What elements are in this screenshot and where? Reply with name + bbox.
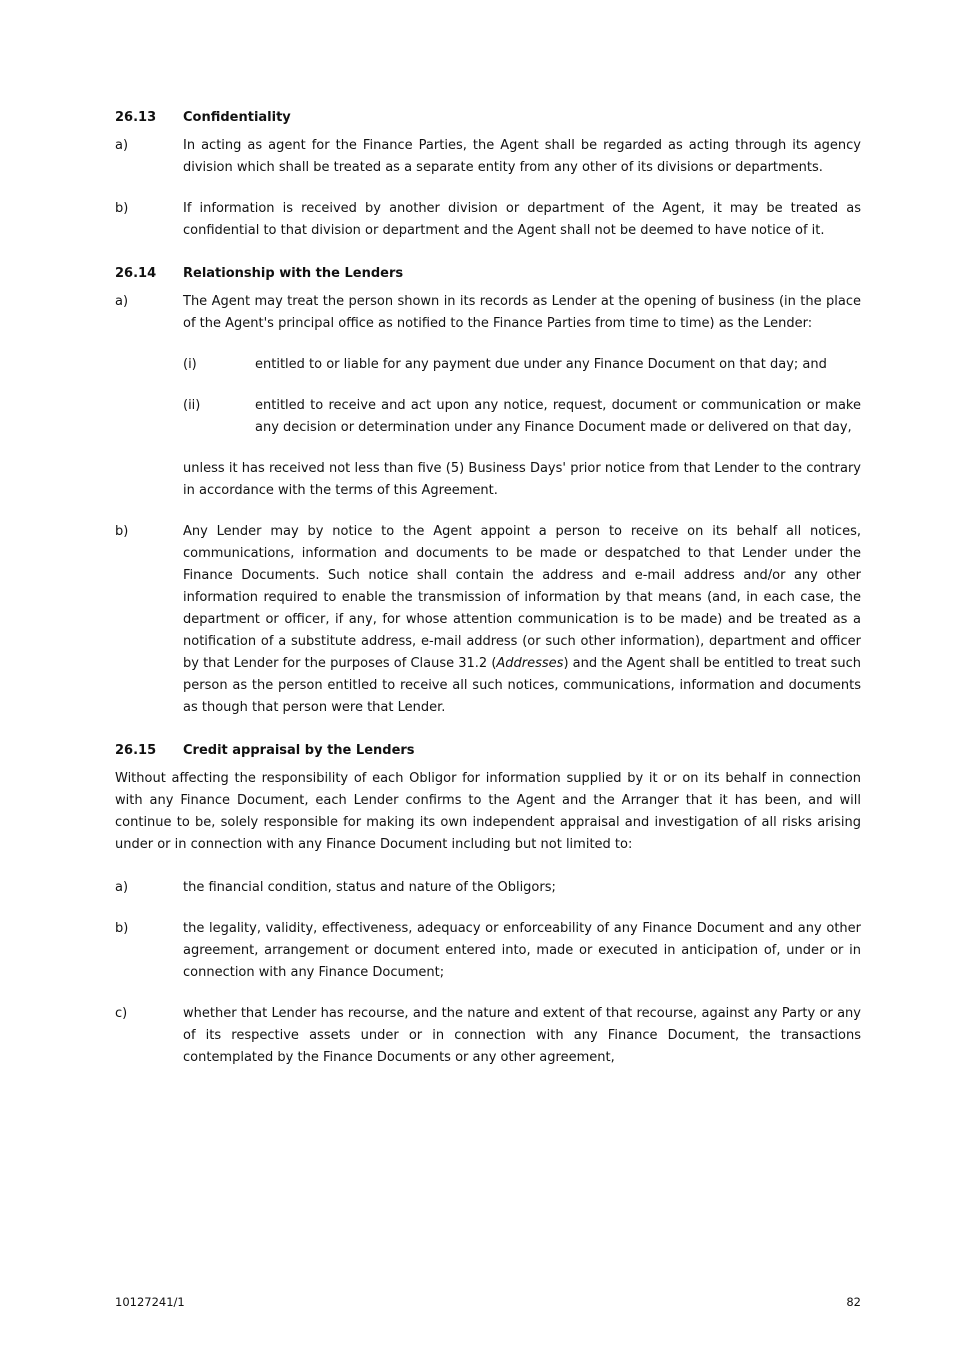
clause-item-b: [115, 918, 861, 984]
clause-item-a: [115, 877, 861, 899]
clause-text: the financial condition, status and nature of the Obligors;: [183, 880, 556, 895]
section-intro-text: Without affecting the responsibility of each Obligor for information supplied by it or on its behalf in connection with any Finance Document, each Lender confirms to the Agent and the Arranger that it has been, and will continue to be, solely responsible for making its own independent appraisal and investigation of all risks arising under or in connection with any Finance Document including but not limited to:: [115, 771, 861, 852]
subclause-ii: [183, 395, 861, 439]
subclause-i: [183, 354, 861, 376]
clause-label: c): [115, 1006, 128, 1021]
section-heading: [115, 740, 861, 762]
section-heading: [115, 263, 861, 285]
footer-doc-reference: 10127241/1: [115, 1295, 185, 1309]
section-heading: [115, 107, 861, 129]
clause-item-a: [115, 135, 861, 179]
clause-label: a): [115, 880, 129, 895]
clause-text: In acting as agent for the Finance Parties, the Agent shall be regarded as acting through its agency division which shall be treated as a separate entity from any other of its divisions or departments.: [183, 138, 861, 175]
clause-item-b: [115, 521, 861, 719]
subclause-text: entitled to receive and act upon any notice, request, document or communication or make any decision or determination under any Finance Document made or delivered on that day,: [255, 398, 861, 435]
clause-item-b: [115, 198, 861, 242]
clause-continuation-text: unless it has received not less than five (5) Business Days' prior notice from that Lender to the contrary in accordance with the terms of this Agreement.: [183, 461, 861, 498]
clause-item-c: [115, 1003, 861, 1069]
section-title: Confidentiality: [183, 110, 291, 125]
section-number: 26.13: [115, 110, 157, 125]
clause-text-part-1: Any Lender may by notice to the Agent appoint a person to receive on its behalf all notices, communications, information and documents to be made or despatched to that Lender under the Finance Documents. Such notice shall contain the address and e-mail address and/or any other information required to enable the transmission of information by that means (and, in each case, the department or officer, if any, for whose attention communication is to be made) and be treated as a notification of a substitute address, e-mail address (or such other information), department and officer by that Lender for the purposes of Clause 31.2 (: [183, 524, 861, 671]
subclause-label: (i): [183, 357, 197, 372]
section-title: Relationship with the Lenders: [183, 266, 404, 281]
clause-text: If information is received by another division or department of the Agent, it may be treated as confidential to that division or department and the Agent shall not be deemed to have notice of it.: [183, 201, 861, 238]
clause-body: [183, 291, 861, 502]
clause-label: b): [115, 524, 129, 539]
document-content: [115, 107, 861, 1088]
clause-label: b): [115, 921, 129, 936]
subclause-label: (ii): [183, 398, 201, 413]
clause-text: [183, 521, 861, 719]
clause-text: The Agent may treat the person shown in its records as Lender at the opening of business (in the place of the Agent's principal office as notified to the Finance Parties from time to time) as the Lender:: [183, 294, 861, 331]
page-footer: [115, 1295, 861, 1309]
clause-label: b): [115, 201, 129, 216]
clause-text-part-2: ) and the Agent shall be entitled to treat such person as the person entitled to receive all such notices, communications, information and documents as though that person were that Lender.: [183, 656, 862, 715]
section-26-13: [115, 107, 861, 242]
section-number: 26.14: [115, 266, 157, 281]
clause-label: a): [115, 294, 129, 309]
section-26-14: [115, 263, 861, 719]
clause-text-italic: Addresses: [496, 656, 564, 671]
section-number: 26.15: [115, 743, 157, 758]
clause-item-a: [115, 291, 861, 502]
subclause-text: entitled to or liable for any payment due under any Finance Document on that day; and: [255, 357, 827, 372]
clause-text: whether that Lender has recourse, and the nature and extent of that recourse, against any Party or any of its respective assets under or in connection with any Finance Document, the transactions contemplated by the Finance Documents or any other agreement,: [183, 1006, 861, 1065]
clause-text: the legality, validity, effectiveness, adequacy or enforceability of any Finance Document and any other agreement, arrangement or document entered into, made or executed in anticipation of, under or in connection with any Finance Document;: [183, 921, 861, 980]
section-26-15: [115, 740, 861, 1069]
clause-label: a): [115, 138, 129, 153]
section-title: Credit appraisal by the Lenders: [183, 743, 415, 758]
footer-page-number: 82: [846, 1295, 861, 1309]
